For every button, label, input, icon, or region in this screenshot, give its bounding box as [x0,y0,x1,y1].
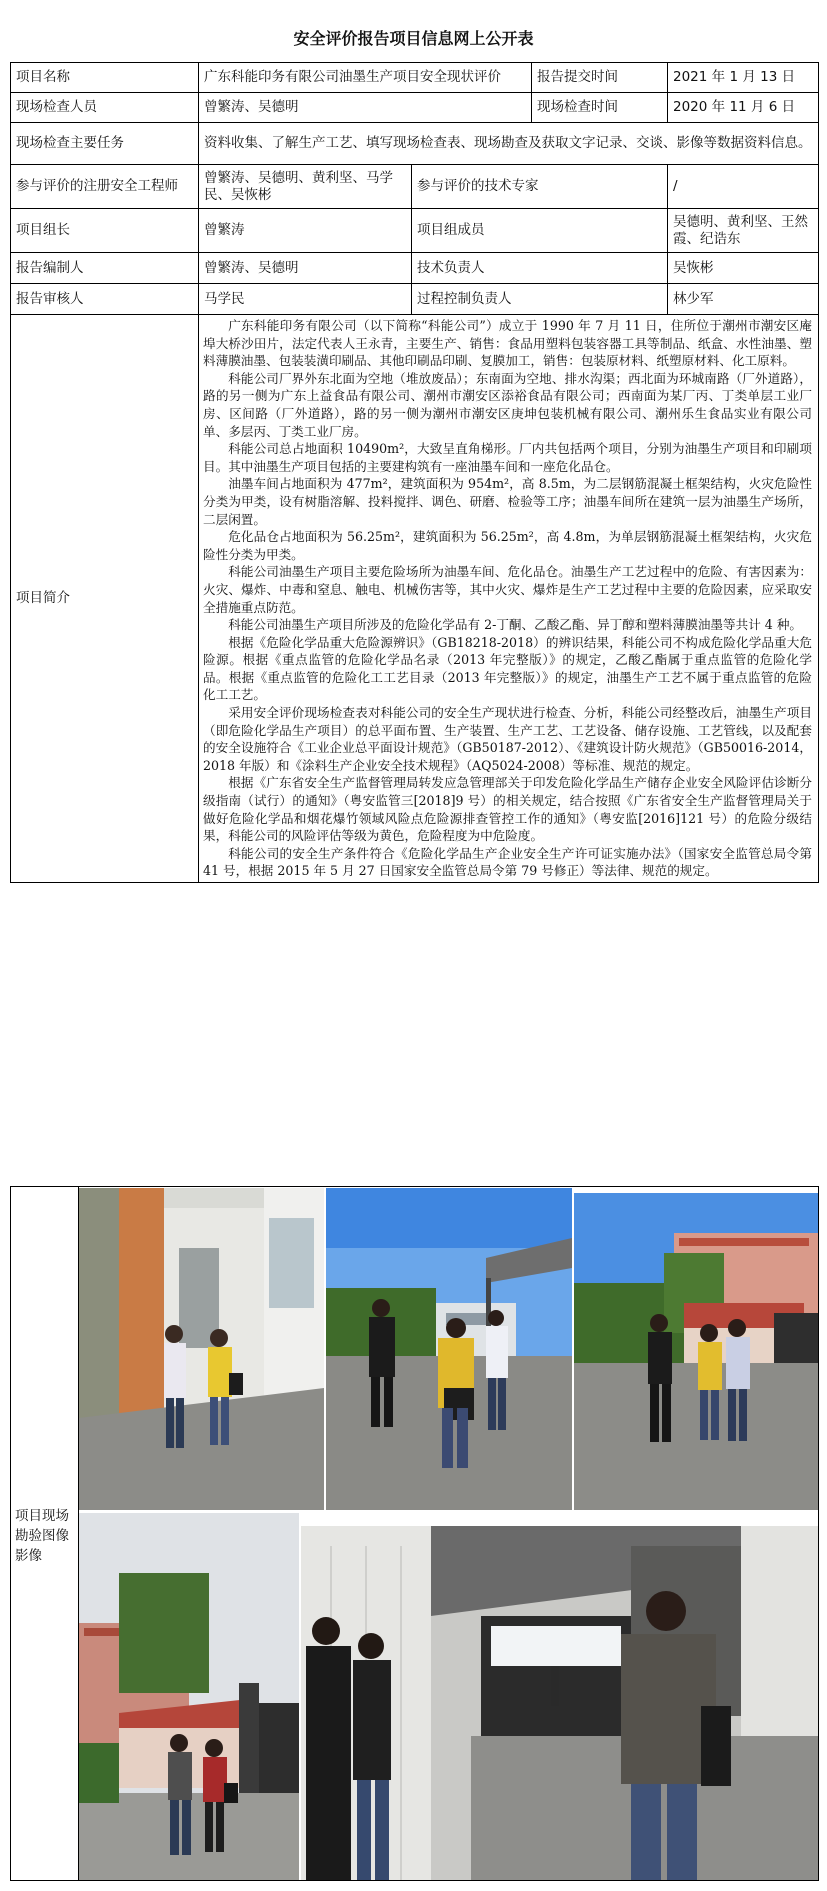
value-inspect-time: 2020 年 11 月 6 日 [668,93,819,123]
value-reviewer: 马学民 [199,284,412,315]
intro-text [199,315,819,883]
value-experts: / [668,165,819,209]
label-tasks: 现场检查主要任务 [11,123,199,165]
intro-paragraph: 危化品仓占地面积为 56.25m²，建筑面积为 56.25m²，高 4.8m，为单层钢筋混凝土框架结构，火灾危险性分类为甲类。 [203,529,812,562]
label-inspectors: 现场检查人员 [11,93,199,123]
value-submit-time: 2021 年 1 月 13 日 [668,63,819,93]
label-inspect-time: 现场检查时间 [532,93,668,123]
intro-paragraph: 科能公司厂界外东北面为空地（堆放废品）；东南面为空地、排水沟渠；西北面为环城南路（厂外道路），路的另一侧为广东上益食品有限公司、潮州市潮安区添裕食品有限公司；西南面为某厂丙、丁类单层工业厂房、区间路（厂外道路），路的另一侧为潮州市潮安区庚坤包装机械有限公司、潮州乐生食品实业有限公司单、多层丙、丁类工业厂房。 [203,370,812,439]
label-experts: 参与评价的技术专家 [412,165,668,209]
value-engineers: 曾繁涛、吴德明、黄利坚、马学民、吴恢彬 [199,165,412,209]
intro-paragraph: 科能公司总占地面积 10490m²，大致呈直角梯形。厂内共包括两个项目，分别为油墨生产项目和印刷项目。其中油墨生产项目包括的主要建构筑有一座油墨车间和一座危化品仓。 [203,441,812,474]
label-tech-lead: 技术负责人 [412,253,668,284]
label-intro: 项目简介 [11,315,199,883]
site-photo-3 [574,1193,818,1510]
label-editors: 报告编制人 [11,253,199,284]
value-leader: 曾繁涛 [199,209,412,253]
label-photos: 项目现场勘验图像影像 [11,1187,79,1881]
photo-collage [79,1188,818,1880]
value-editors: 曾繁涛、吴德明 [199,253,412,284]
value-project-name: 广东科能印务有限公司油墨生产项目安全现状评价 [199,63,532,93]
site-photo-4 [79,1513,299,1880]
value-inspectors: 曾繁涛、吴德明 [199,93,532,123]
intro-paragraph: 科能公司的安全生产条件符合《危险化学品生产企业安全生产许可证实施办法》（国家安全监管总局令第 41 号，根据 2015 年 5 月 27 日国家安全监管总局令第 79 号修正）等法律、规范的规定。 [203,845,812,879]
page-title: 安全评价报告项目信息网上公开表 [293,29,534,48]
value-process-lead: 林少军 [668,284,819,315]
site-photo-2 [326,1188,572,1510]
intro-paragraph: 科能公司油墨生产项目主要危险场所为油墨车间、危化品仓。油墨生产工艺过程中的危险、有害因素为：火灾、爆炸、中毒和窒息、触电、机械伤害等，其中火灾、爆炸是生产工艺过程中主要的危险因素，应采取安全措施重点防范。 [203,564,812,615]
label-reviewer: 报告审核人 [11,284,199,315]
value-tech-lead: 吴恢彬 [668,253,819,284]
intro-paragraph: 广东科能印务有限公司（以下简称“科能公司”）成立于 1990 年 7 月 11 日，住所位于潮州市潮安区庵埠大桥沙田片，法定代表人王永青，主要生产、销售：食品用塑料包装容器工具等制品、纸盒、水性油墨、塑料薄膜油墨、包装装潢印刷品、其他印刷品印刷、复膜加工，销售：包装原材料、纸塑原材料、化工原料。 [203,318,812,369]
label-members: 项目组成员 [412,209,668,253]
site-photo-1 [79,1188,324,1510]
site-photo-5 [301,1526,818,1880]
value-members: 吴德明、黄利坚、王然霞、纪诰东 [668,209,819,253]
value-tasks: 资料收集、了解生产工艺、填写现场检查表、现场勘查及获取文字记录、交谈、影像等数据资料信息。 [199,123,819,165]
intro-paragraph: 根据《危险化学品重大危险源辨识》（GB18218-2018）的辨识结果，科能公司不构成危险化学品重大危险源。根据《重点监管的危险化学品名录（2013 年完整版）》的规定，乙酸乙酯属于重点监管的危险化学品。根据《重点监管的危险化工工艺目录（2013 年完整版）》的规定，油墨生产工艺不属于重点监管的危险化工工艺。 [203,634,812,703]
label-engineers: 参与评价的注册安全工程师 [11,165,199,209]
info-table [10,62,819,883]
intro-paragraph: 采用安全评价现场检查表对科能公司的安全生产现状进行检查、分析，科能公司经整改后，油墨生产项目（即危险化学品生产项目）的总平面布置、生产装置、生产工艺、工艺设备、储存设施、工艺管线，以及配套的安全设施符合《工业企业总平面设计规范》（GB50187-2012）、《建筑设计防火规范》（GB50016-2014，2018 年版）和《涂料生产企业安全技术规程》（AQ5024-2008）等标准、规范的规定。 [203,705,812,773]
intro-paragraph: 油墨车间占地面积为 477m²，建筑面积为 954m²，高 8.5m，为二层钢筋混凝土框架结构，火灾危险性分类为甲类，设有树脂溶解、投料搅拌、调色、研磨、检验等工序；油墨车间所在建筑一层为油墨生产场所，二层闲置。 [203,476,812,527]
intro-paragraph: 科能公司油墨生产项目所涉及的危险化学品有 2-丁酮、乙酸乙酯、异丁醇和塑料薄膜油墨等共计 4 种。 [228,617,803,633]
label-process-lead: 过程控制负责人 [412,284,668,315]
label-leader: 项目组长 [11,209,199,253]
label-submit-time: 报告提交时间 [532,63,668,93]
label-project-name: 项目名称 [11,63,199,93]
intro-paragraph: 根据《广东省安全生产监督管理局转发应急管理部关于印发危险化学品生产储存企业安全风险评估诊断分级指南（试行）的通知》（粤安监管三[2018]9 号）的相关规定，结合按照《广东省安全生产监督管理局关于做好危险化学品和烟花爆竹领域风险点危险源排查管控工作的通知》（粤安监[2016]121 号）的危险分级结果，科能公司的风险评估等级为黄色，危险程度为中危险度。 [203,775,812,844]
photos-table [10,1186,819,1881]
